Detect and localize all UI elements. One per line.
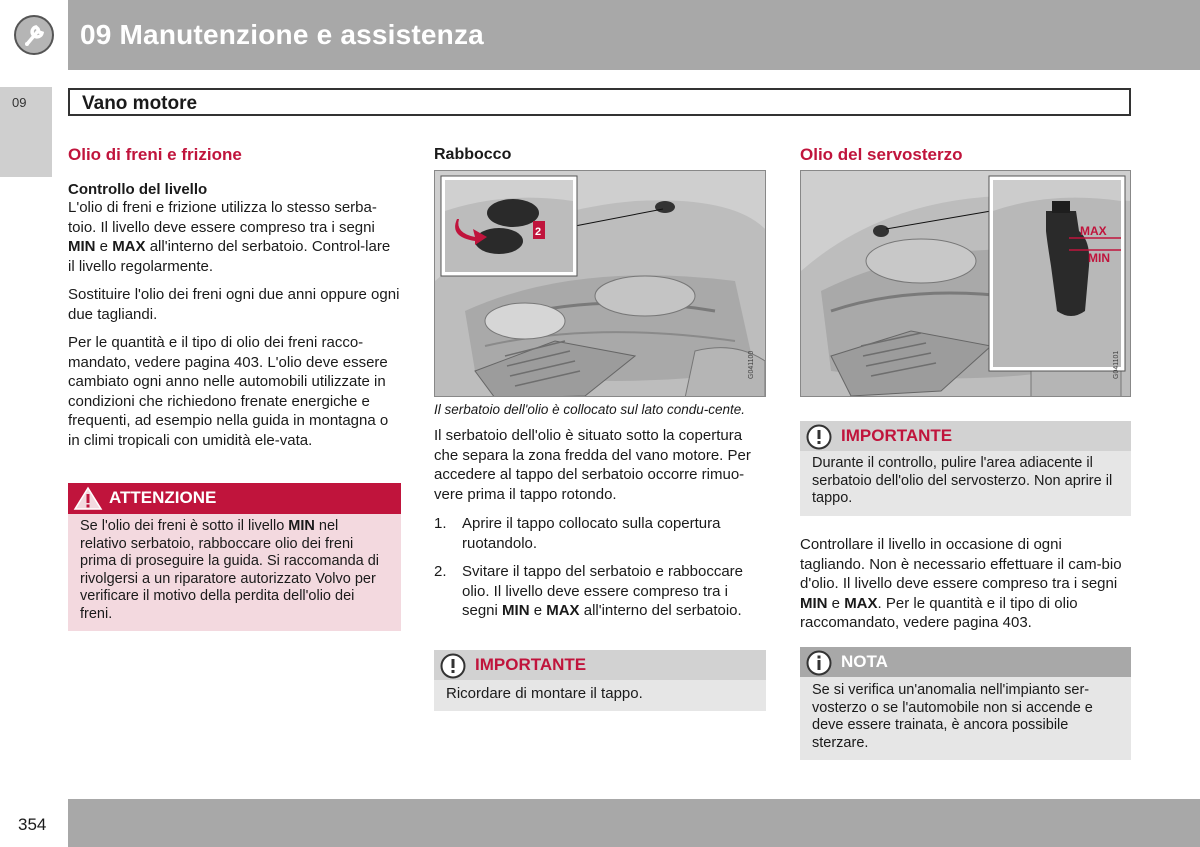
warning-label: ATTENZIONE: [109, 488, 217, 507]
engine-bay-illustration: [435, 171, 766, 397]
important-exclamation-icon: [806, 424, 832, 450]
important-box-refill: [434, 650, 766, 711]
column-right-text: [800, 535, 1131, 633]
figure-code: G041100: [748, 350, 755, 379]
heading-power-steering: Olio del servosterzo: [800, 145, 963, 164]
warning-box: [68, 483, 401, 631]
paragraph-brake-quantity: Per le quantità e il tipo di olio dei freni racco-mandato, vedere pagina 403. L'olio deve essere cambiato ogni anno nelle automobili utilizzate in condizioni che richiedono frenate energiche e frequenti, ad esempio nella guida in montagna o in climi tropicali con umidità ele-vata.: [68, 334, 389, 449]
chapter-icon: [0, 0, 68, 70]
note-header: [800, 647, 1131, 677]
note-label: NOTA: [841, 652, 888, 671]
note-text: Se si verifica un'anomalia nell'impianto ser-vosterzo o se l'automobile non si accende e deve essere trainata, è ancora possibile sterzare.: [812, 682, 1093, 751]
step-2: 2. Svitare il tappo del serbatoio e rabboccare olio. Il livello deve essere compreso tra i segni MIN e MAX all'interno del serbatoio.: [434, 563, 744, 619]
refill-steps: [434, 514, 766, 621]
note-box: [800, 647, 1131, 760]
footer-bar: [68, 799, 1200, 847]
paragraph-reservoir-location: Il serbatoio dell'olio è situato sotto la copertura che separa la zona fredda del vano motore. Per accedere al tappo del serbatoio occorre rimuo-vere prima il tappo rotondo.: [434, 427, 751, 503]
subheading-level-check: Controllo del livello: [68, 181, 208, 198]
step-1: 1. Aprire il tappo collocato sulla copertura ruotandolo.: [434, 515, 721, 552]
side-tab-label: 09: [12, 95, 27, 110]
column-right: [800, 145, 1131, 165]
figure-caption: Il serbatoio dell'olio è collocato sul lato condu-cente.: [434, 402, 746, 417]
column-middle: [434, 146, 766, 164]
paragraph-brake-level: L'olio di freni e frizione utilizza lo stesso serba-toio. Il livello deve essere compreso tra i segni MIN e MAX all'interno del serbatoio. Control-lare il livello regolarmente.: [68, 199, 391, 275]
section-title: Vano motore: [82, 93, 198, 114]
important-label: IMPORTANTE: [841, 426, 953, 445]
engine-bay-illustration-steering: [801, 171, 1131, 397]
important-box-steering: [800, 421, 1131, 516]
column-middle-text: [434, 401, 766, 630]
warning-header: [68, 483, 401, 514]
important-label: IMPORTANTE: [475, 655, 587, 674]
heading-refill: Rabbocco: [434, 146, 512, 163]
important-text: Durante il controllo, pulire l'area adiacente il serbatoio dell'olio del servosterzo. Non aprire il tappo.: [812, 455, 1113, 506]
figure-code: G041101: [1113, 350, 1120, 379]
chapter-side-tab: [0, 87, 52, 177]
paragraph-brake-replace: Sostituire l'olio dei freni ogni due anni oppure ogni due tagliandi.: [68, 286, 400, 323]
important-exclamation-icon: [440, 653, 466, 679]
section-heading-box: [68, 88, 1131, 116]
page-number: 354: [18, 815, 47, 834]
info-icon: [806, 650, 832, 676]
figure-min-label: MIN: [1088, 251, 1110, 265]
wrench-icon: [14, 15, 54, 55]
warning-text: Se l'olio dei freni è sotto il livello MIN nel relativo serbatoio, rabboccare olio dei freni prima di proseguire la guida. Si raccomanda di rivolgersi a un riparatore autorizzato Volvo per verificare il motivo della perdita dell'olio dei freni.: [80, 518, 380, 622]
important-header: [800, 421, 1131, 451]
paragraph-steering-level: Controllare il livello in occasione di ogni tagliando. Non è necessario effettuare il cam-bio d'olio. Il livello deve essere compreso tra i segni MIN e MAX. Per le quantità e il tipo di olio raccomandato, vedere pagina 403.: [800, 536, 1122, 631]
engine-bay-figure-brake: [434, 170, 766, 397]
figure-max-label: MAX: [1080, 224, 1107, 238]
engine-bay-figure-steering: [800, 170, 1131, 397]
warning-triangle-icon: [73, 486, 103, 511]
chapter-title: 09 Manutenzione e assistenza: [80, 19, 484, 50]
column-left: [68, 145, 401, 450]
heading-brake-fluid: Olio di freni e frizione: [68, 145, 242, 164]
svg-text:2: 2: [535, 226, 542, 238]
important-header: [434, 650, 766, 680]
important-text: Ricordare di montare il tappo.: [446, 685, 643, 702]
